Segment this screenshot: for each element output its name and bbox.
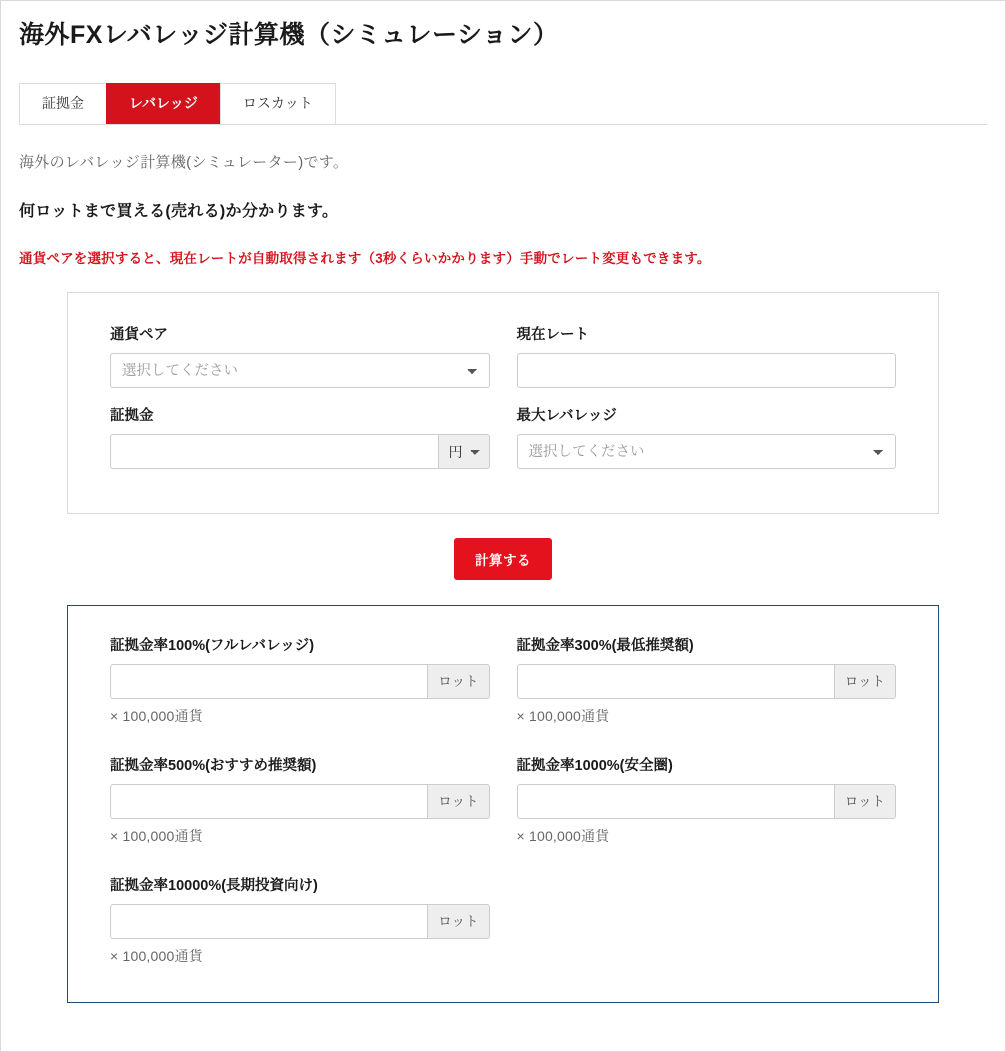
result-item-10000	[110, 874, 490, 966]
calculate-button[interactable]: 計算する	[454, 538, 552, 580]
tab-leverage[interactable]: レバレッジ	[106, 83, 221, 124]
calc-button-row	[19, 538, 987, 580]
tab-bar	[19, 83, 987, 125]
page-title: 海外FXレバレッジ計算機（シミュレーション）	[19, 21, 559, 49]
max-leverage-select[interactable]	[517, 434, 897, 469]
tab-margin[interactable]: 証拠金	[19, 83, 107, 124]
input-card	[67, 292, 939, 514]
result-item-1000	[517, 754, 897, 846]
result-note-100: × 100,000通貨	[110, 708, 203, 724]
current-rate-input[interactable]	[517, 353, 897, 388]
result-unit-100: ロット	[428, 664, 489, 699]
result-input-300[interactable]	[517, 664, 835, 699]
margin-input-group	[110, 434, 490, 469]
result-input-group-500	[110, 784, 490, 819]
result-input-group-300	[517, 664, 897, 699]
currency-pair-select[interactable]	[110, 353, 490, 388]
result-input-100[interactable]	[110, 664, 428, 699]
intro-text: 海外のレバレッジ計算機(シミュレーター)です。	[19, 154, 349, 171]
result-label-100: 証拠金率100%(フルレバレッジ)	[110, 638, 315, 654]
field-current-rate	[517, 323, 897, 388]
result-label-1000: 証拠金率1000%(安全圏)	[516, 758, 673, 774]
result-input-group-10000	[110, 904, 490, 939]
notice-text: 通貨ペアを選択すると、現在レートが自動取得されます（3秒くらいかかります）手動でレート変更もできます。	[19, 251, 711, 266]
margin-input[interactable]	[110, 434, 439, 469]
result-unit-500: ロット	[428, 784, 489, 819]
margin-label: 証拠金	[110, 408, 154, 424]
result-note-1000: × 100,000通貨	[516, 828, 610, 844]
field-margin	[110, 404, 490, 469]
field-max-leverage	[517, 404, 897, 469]
lead-text: 何ロットまで買える(売れる)か分かります。	[19, 203, 339, 220]
result-unit-1000: ロット	[835, 784, 896, 819]
result-input-group-100	[110, 664, 490, 699]
currency-pair-label: 通貨ペア	[110, 327, 168, 343]
result-input-10000[interactable]	[110, 904, 428, 939]
result-label-500: 証拠金率500%(おすすめ推奨額)	[110, 758, 317, 774]
input-grid	[110, 323, 896, 485]
tab-losscut[interactable]: ロスカット	[220, 83, 336, 124]
result-input-group-1000	[517, 784, 897, 819]
result-grid-spacer	[517, 874, 897, 972]
result-input-500[interactable]	[110, 784, 428, 819]
result-note-10000: × 100,000通貨	[110, 948, 203, 964]
result-item-300	[517, 634, 897, 726]
result-item-100	[110, 634, 490, 726]
result-unit-10000: ロット	[428, 904, 489, 939]
result-note-300: × 100,000通貨	[516, 708, 610, 724]
result-card	[67, 605, 939, 1003]
result-item-500	[110, 754, 490, 846]
result-unit-300: ロット	[835, 664, 896, 699]
current-rate-label: 現在レート	[516, 327, 589, 343]
result-grid	[110, 634, 896, 972]
margin-unit-select[interactable]	[439, 434, 490, 469]
field-currency-pair	[110, 323, 490, 388]
result-input-1000[interactable]	[517, 784, 835, 819]
result-label-300: 証拠金率300%(最低推奨額)	[516, 638, 694, 654]
result-note-500: × 100,000通貨	[110, 828, 203, 844]
max-leverage-label: 最大レバレッジ	[516, 408, 617, 424]
result-label-10000: 証拠金率10000%(長期投資向け)	[110, 878, 318, 894]
